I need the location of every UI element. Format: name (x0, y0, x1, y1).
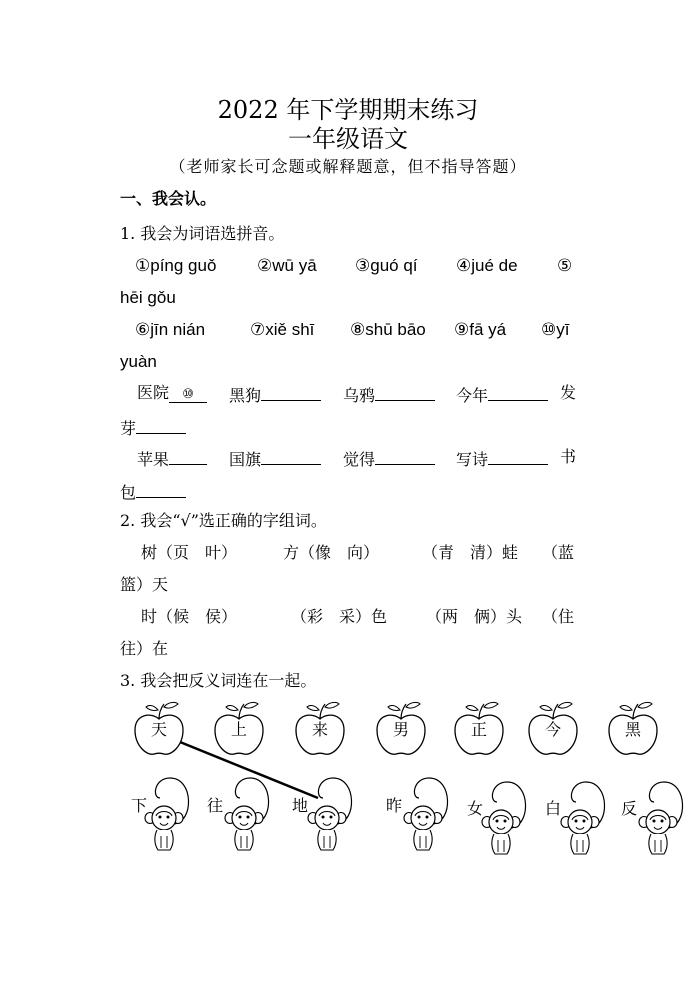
pinyin-option-wrap: yuàn (120, 352, 157, 371)
word-text: 写诗 (456, 450, 489, 469)
apple-word: 天 (150, 720, 167, 739)
monkey-icon[interactable] (145, 778, 189, 850)
pinyin-option: ③guó qí (355, 256, 418, 275)
apple-word: 来 (311, 720, 328, 739)
page-subtitle: 一年级语文 (288, 125, 408, 153)
monkey-icon[interactable] (225, 778, 269, 850)
word-text: 发 (560, 383, 577, 402)
word-text: 觉得 (343, 450, 376, 469)
answer-blank[interactable]: ⑩ (169, 387, 207, 403)
pinyin-option: ⑦xiě shī (250, 320, 315, 339)
pinyin-option: ⑧shū bāo (350, 320, 426, 339)
word-text: 乌鸦 (343, 386, 376, 405)
monkey-word: 反 (621, 799, 638, 818)
question-2-label: 2. 我会“√”选正确的字组词。 (120, 511, 327, 530)
pinyin-option: ⑩yī (541, 320, 570, 339)
choice-item[interactable]: 时（候 侯） (141, 607, 238, 626)
choice-item[interactable]: （蓝 (542, 543, 575, 562)
pinyin-option: ④jué de (456, 256, 518, 275)
word-text: 书 (560, 447, 577, 466)
pinyin-option: ⑥jīn nián (135, 320, 206, 339)
choice-item[interactable]: 方（像 向） (283, 543, 380, 562)
pinyin-option: ⑨fā yá (454, 320, 507, 339)
monkey-icon[interactable] (639, 782, 683, 854)
monkey-icon[interactable] (561, 782, 605, 854)
word-text: 黑狗 (229, 386, 262, 405)
instruction-note: （老师家长可念题或解释题意，但不指导答题） (169, 157, 527, 176)
choice-item[interactable]: （两 俩）头 (426, 607, 523, 626)
monkey-icon[interactable] (404, 778, 448, 850)
question-3-label: 3. 我会把反义词连在一起。 (120, 671, 317, 690)
monkey-icon[interactable] (308, 778, 352, 850)
monkey-word: 昨 (386, 796, 403, 815)
choice-item-wrap[interactable]: 篮）天 (120, 575, 169, 594)
page-title: 2022 年下学期期末练习 (217, 96, 479, 124)
monkey-icon[interactable] (482, 782, 526, 854)
choice-item[interactable]: 树（页 叶） (141, 543, 238, 562)
monkey-word: 地 (292, 796, 309, 815)
word-text: 芽 (120, 419, 137, 438)
apple-word: 黑 (624, 720, 641, 739)
apple-word: 今 (544, 720, 561, 739)
word-text: 今年 (456, 386, 489, 405)
monkey-word: 往 (207, 796, 224, 815)
apple-word: 上 (230, 720, 247, 739)
pinyin-option: ⑤ (557, 256, 573, 275)
apple-word: 男 (392, 720, 409, 739)
word-text: 国旗 (229, 450, 262, 469)
choice-item[interactable]: （彩 采）色 (291, 607, 388, 626)
question-1-label: 1. 我会为词语选拼音。 (120, 224, 285, 243)
monkey-word: 下 (131, 796, 148, 815)
apple-word: 正 (470, 720, 487, 739)
word-text: 医院 (137, 383, 170, 402)
section-heading: 一、我会认。 (120, 189, 217, 208)
pinyin-option: ②wū yā (257, 256, 317, 275)
choice-item[interactable]: （青 清）蛙 (422, 543, 519, 562)
pinyin-option-wrap: hēi gǒu (120, 288, 176, 307)
pinyin-option: ①píng guǒ (135, 256, 217, 275)
choice-item[interactable]: （住 (542, 607, 575, 626)
monkey-word: 女 (467, 799, 484, 818)
word-text: 包 (120, 483, 137, 502)
word-text: 苹果 (137, 450, 170, 469)
choice-item-wrap[interactable]: 往）在 (120, 639, 169, 658)
monkey-word: 白 (545, 799, 562, 818)
